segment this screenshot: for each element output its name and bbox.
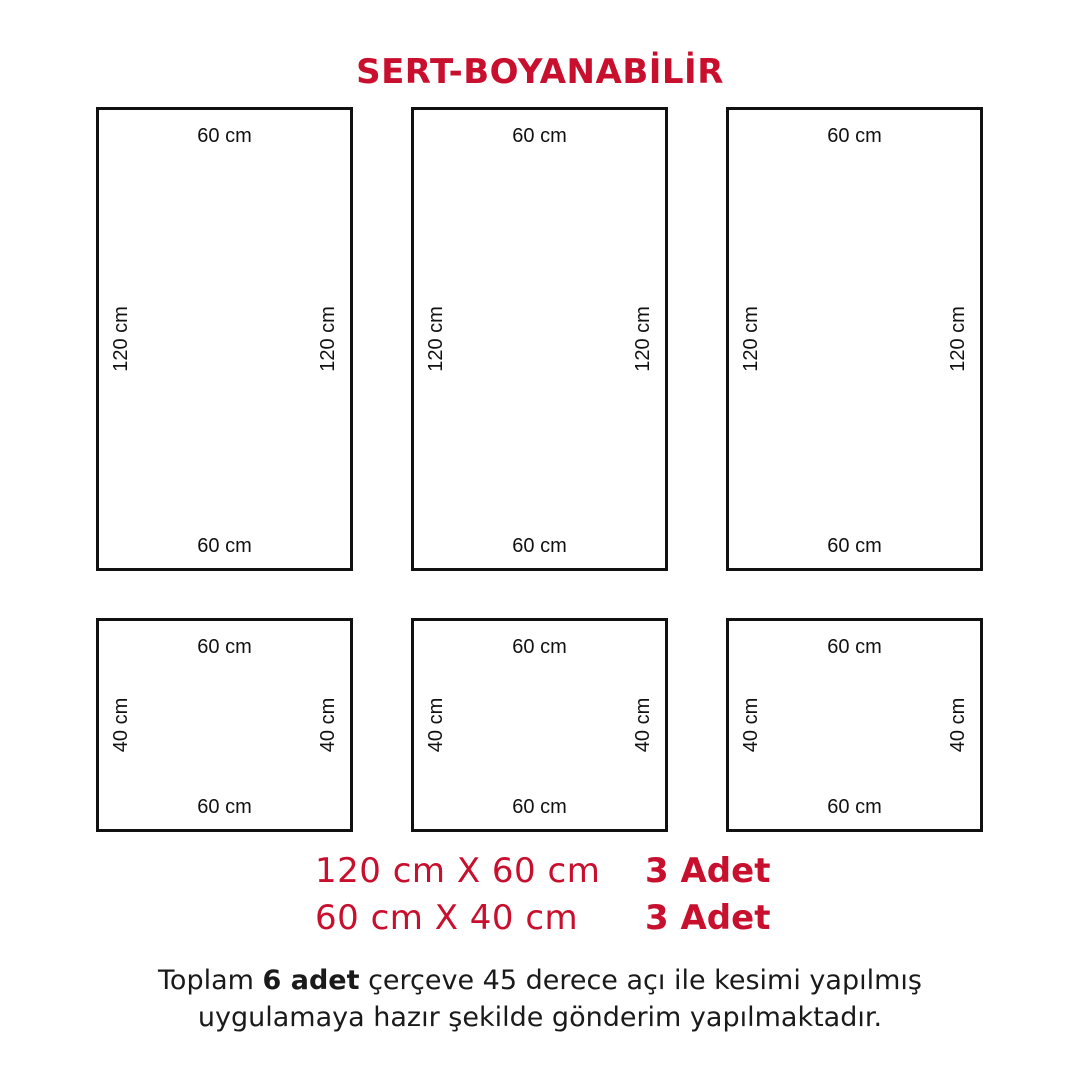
footer-line-1-pre: Toplam	[158, 965, 263, 996]
frame-tall-1	[96, 107, 353, 571]
dimension-label-top: 60 cm	[512, 125, 567, 147]
frame-short-1	[96, 618, 353, 832]
summary-size: 120 cm X 60 cm	[315, 851, 601, 891]
frame-tall-2	[411, 107, 668, 571]
dimension-label-bottom: 60 cm	[512, 796, 567, 818]
summary-row-tall	[0, 851, 1080, 891]
dimension-label-left: 120 cm	[425, 306, 447, 372]
dimension-label-right: 40 cm	[317, 697, 339, 753]
dimension-label-left: 40 cm	[110, 697, 132, 753]
dimension-label-top: 60 cm	[827, 125, 882, 147]
footer-note	[0, 962, 1080, 1036]
summary-size: 60 cm X 40 cm	[315, 898, 579, 938]
dimension-label-bottom: 60 cm	[197, 535, 252, 557]
dimension-label-bottom: 60 cm	[197, 796, 252, 818]
footer-line-1	[0, 962, 1080, 999]
summary-row-short	[0, 898, 1080, 938]
dimension-label-bottom: 60 cm	[827, 796, 882, 818]
dimension-label-top: 60 cm	[197, 125, 252, 147]
frame-tall-3	[726, 107, 983, 571]
footer-line-1-bold: 6 adet	[262, 965, 360, 996]
frame-short-2	[411, 618, 668, 832]
dimension-label-left: 40 cm	[740, 697, 762, 753]
summary-quantity: 3 Adet	[645, 898, 771, 938]
dimension-label-left: 120 cm	[110, 306, 132, 372]
dimension-label-top: 60 cm	[827, 636, 882, 658]
dimension-label-bottom: 60 cm	[827, 535, 882, 557]
page-title: SERT-BOYANABİLİR	[356, 52, 724, 92]
dimension-label-right: 40 cm	[632, 697, 654, 753]
dimension-label-right: 120 cm	[947, 306, 969, 372]
dimension-label-left: 40 cm	[425, 697, 447, 753]
dimension-label-bottom: 60 cm	[512, 535, 567, 557]
dimension-label-right: 120 cm	[317, 306, 339, 372]
footer-line-1-post: çerçeve 45 derece açı ile kesimi yapılmış	[359, 965, 922, 996]
summary-quantity: 3 Adet	[645, 851, 771, 891]
dimension-label-top: 60 cm	[197, 636, 252, 658]
dimension-label-right: 40 cm	[947, 697, 969, 753]
frame-short-3	[726, 618, 983, 832]
footer-line-2: uygulamaya hazır şekilde gönderim yapılmaktadır.	[197, 1002, 883, 1033]
dimension-label-top: 60 cm	[512, 636, 567, 658]
dimension-label-left: 120 cm	[740, 306, 762, 372]
dimension-label-right: 120 cm	[632, 306, 654, 372]
